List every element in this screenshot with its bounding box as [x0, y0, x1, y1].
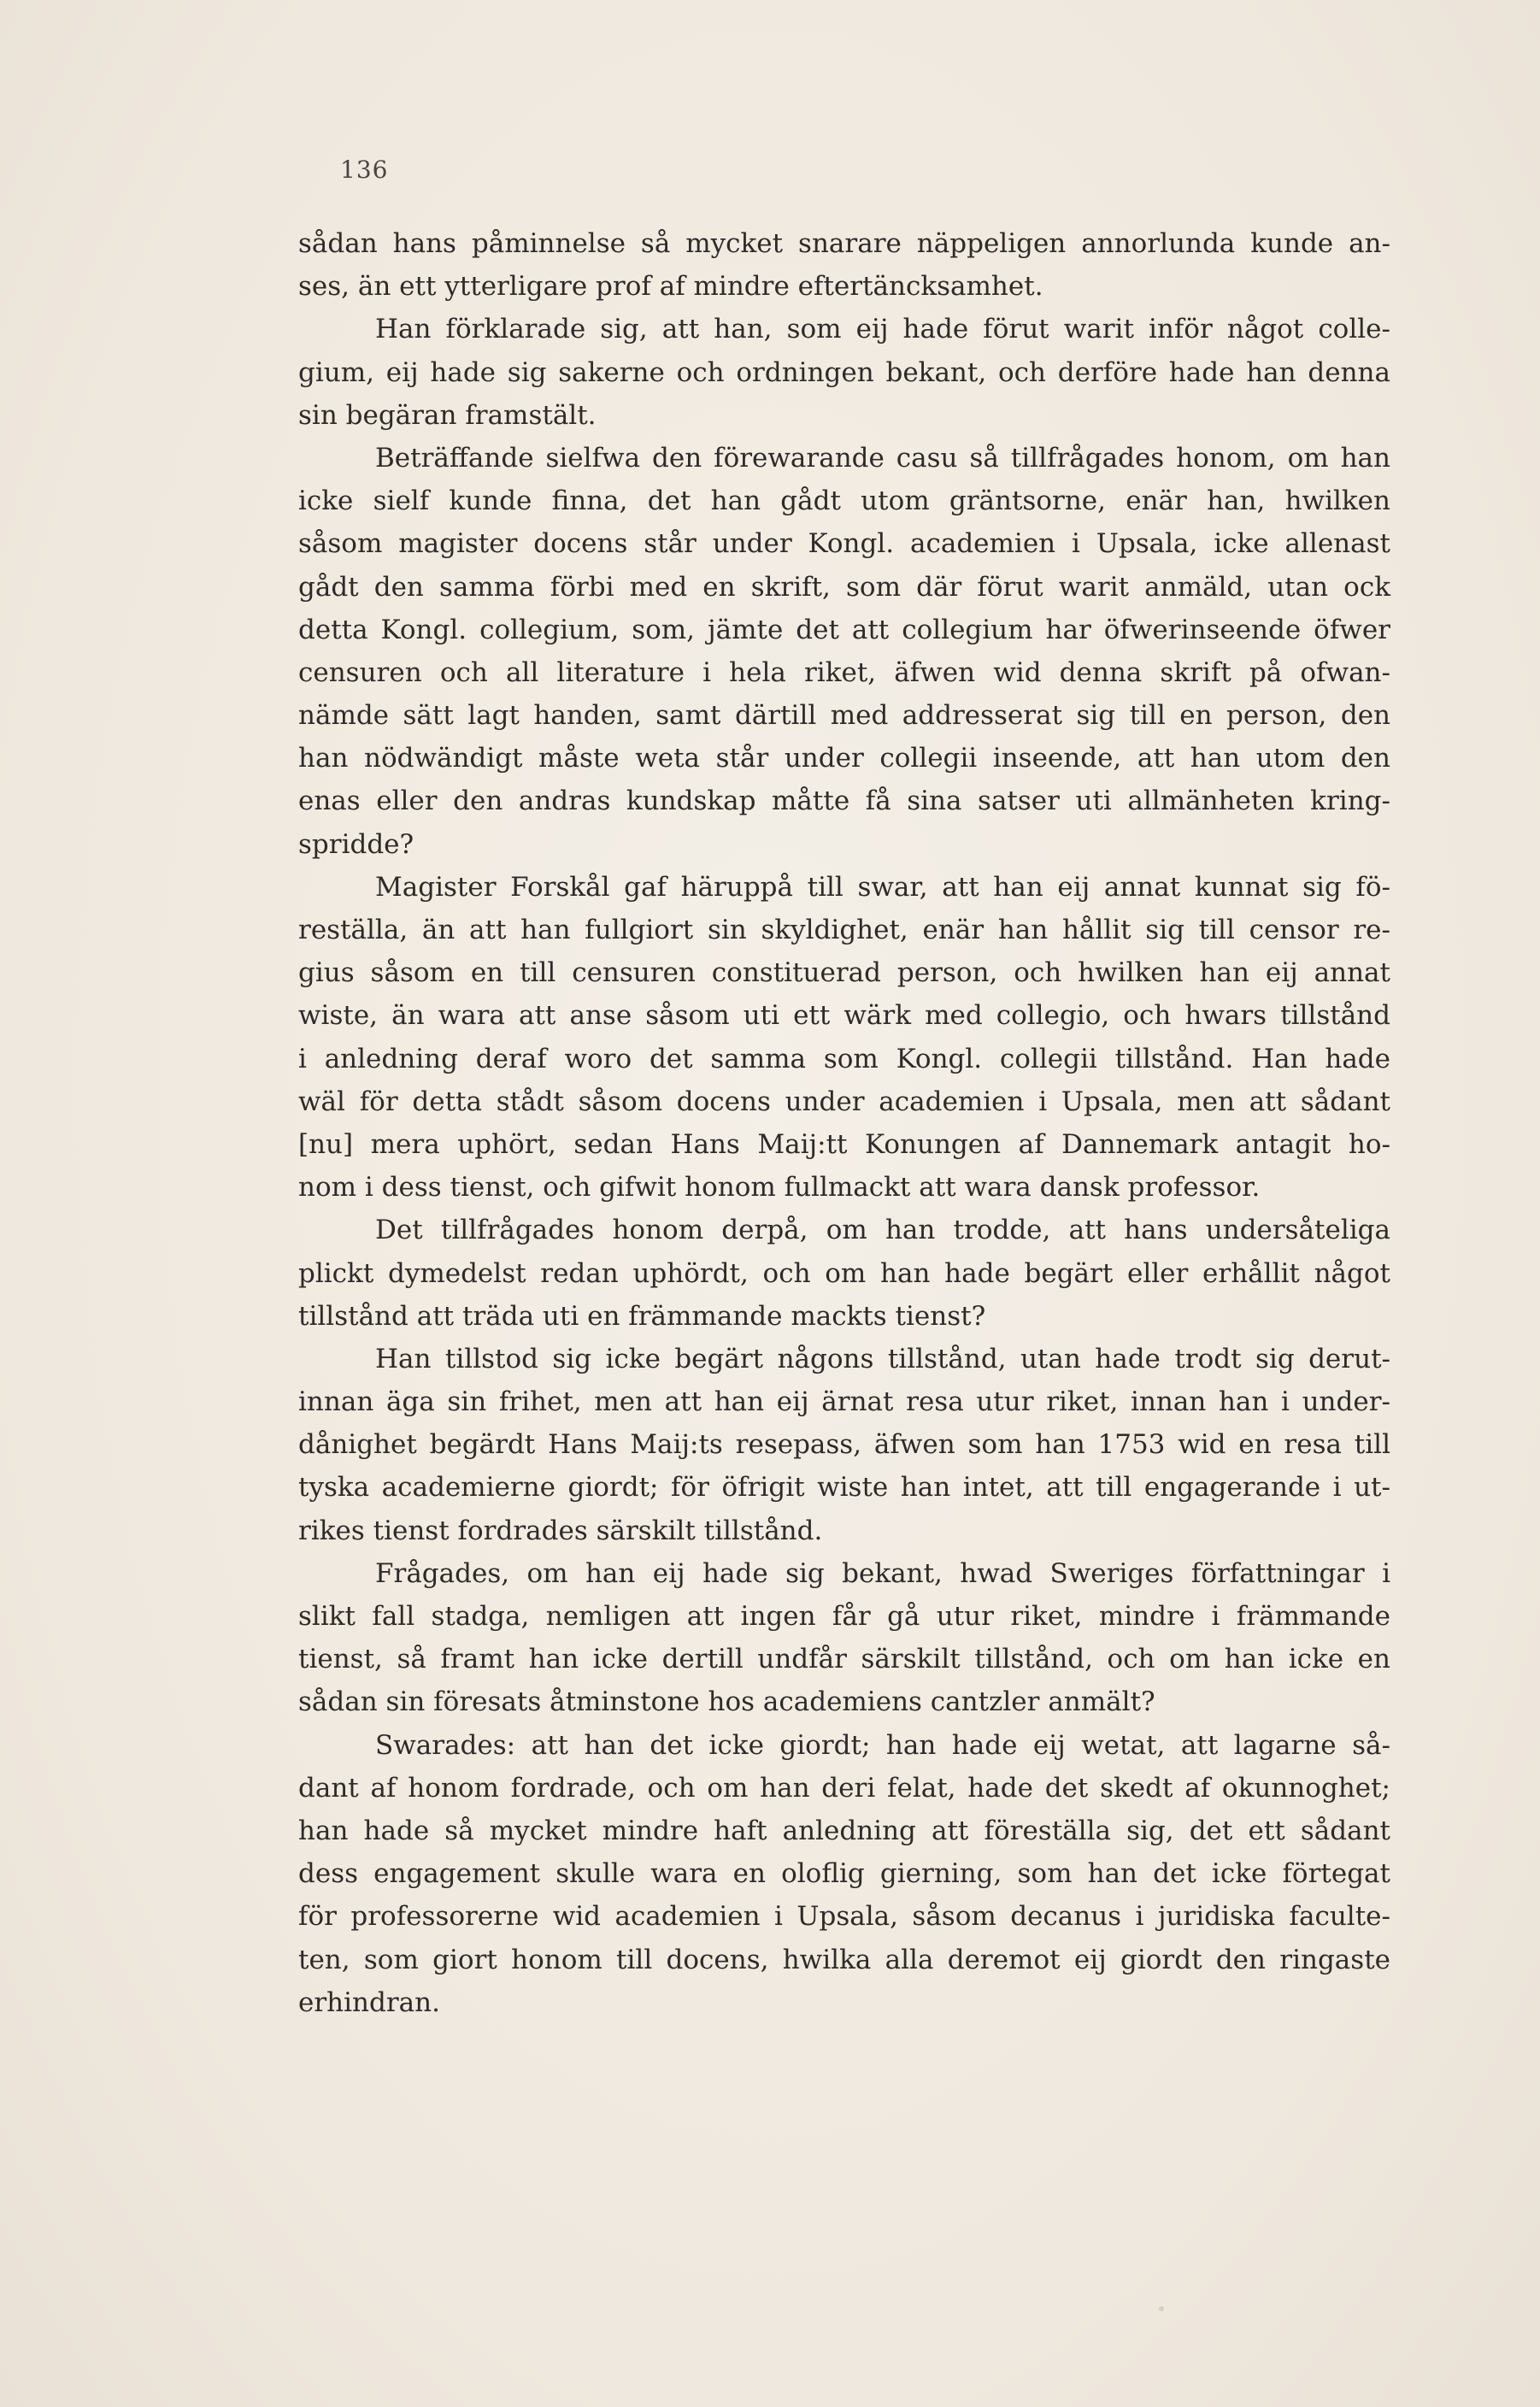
- text-line: dant af honom fordrade, och om han deri felat, hade det skedt af okunnoghet;: [298, 1772, 1390, 1804]
- text-line: censuren och all literature i hela riket, äfwen wid denna skrift på ofwan-: [298, 656, 1390, 688]
- text-line: spridde?: [298, 828, 414, 860]
- text-line: Det tillfrågades honom derpå, om han trodde, att hans undersåteliga: [375, 1215, 1390, 1246]
- text-line: gådt den samma förbi med en skrift, som där förut warit anmäld, utan ock: [298, 571, 1390, 603]
- text-line: erhindran.: [298, 1986, 440, 2018]
- text-line: tyska academierne giordt; för öfrigit wiste han intet, att till engagerande i ut-: [298, 1472, 1390, 1504]
- text-line: [nu] mera uphört, sedan Hans Maij:tt Konungen af Dannemark antagit ho-: [298, 1128, 1390, 1160]
- text-line: icke sielf kunde finna, det han gådt utom gräntsorne, enär han, hwilken: [298, 486, 1390, 517]
- text-line: Swarades: att han det icke giordt; han hade eij wetat, att lagarne så-: [375, 1729, 1390, 1761]
- text-line: slikt fall stadga, nemligen att ingen får gå utur riket, mindre i främmande: [298, 1601, 1390, 1632]
- text-line: enas eller den andras kundskap måtte få sina satser uti allmänheten kring-: [298, 786, 1390, 817]
- text-line: nämde sätt lagt handen, samt därtill med addresserat sig till en person, den: [298, 700, 1390, 732]
- text-line: sådan sin föresats åtminstone hos academiens cantzler anmält?: [298, 1686, 1155, 1718]
- text-line: såsom magister docens står under Kongl. academien i Upsala, icke allenast: [298, 528, 1390, 560]
- text-line: innan äga sin frihet, men att han eij ärnat resa utur riket, innan han i under-: [298, 1386, 1390, 1418]
- text-line: tienst, så framt han icke dertill undfår särskilt tillstånd, och om han icke en: [298, 1644, 1390, 1675]
- text-line: i anledning deraf woro det samma som Kongl. collegii tillstånd. Han hade: [298, 1043, 1390, 1074]
- text-line: dånighet begärdt Hans Maij:ts resepass, äfwen som han 1753 wid en resa till: [298, 1429, 1390, 1461]
- text-line: Magister Forskål gaf häruppå till swar, att han eij annat kunnat sig fö-: [375, 871, 1390, 903]
- body-text: [298, 222, 1390, 2024]
- text-line: gius såsom en till censuren constituerad person, och hwilken han eij annat: [298, 957, 1390, 989]
- text-line: plickt dymedelst redan uphördt, och om han hade begärt eller erhållit något: [298, 1257, 1390, 1289]
- text-line: reställa, än att han fullgiort sin skyldighet, enär han hållit sig till censor re-: [298, 915, 1390, 945]
- paper-speck: [1159, 2306, 1164, 2311]
- text-line: tillstånd att träda uti en främmande mackts tienst?: [298, 1300, 986, 1332]
- text-line: gium, eij hade sig sakerne och ordningen bekant, och derföre hade han denna: [298, 356, 1390, 388]
- text-line: Han tillstod sig icke begärt någons tillstånd, utan hade trodt sig derut-: [375, 1343, 1390, 1374]
- text-line: nom i dess tienst, och gifwit honom fullmackt att wara dansk professor.: [298, 1172, 1261, 1204]
- text-line: sådan hans påminnelse så mycket snarare näppeligen annorlunda kunde an-: [298, 228, 1390, 259]
- text-line: Beträffande sielfwa den förewarande casu så tillfrågades honom, om han: [375, 442, 1390, 474]
- text-line: för professorerne wid academien i Upsala, såsom decanus i juridiska faculte-: [298, 1901, 1390, 1933]
- text-line: dess engagement skulle wara en oloflig gierning, som han det icke förtegat: [298, 1858, 1390, 1890]
- text-line: ten, som giort honom till docens, hwilka alla deremot eij giordt den ringaste: [298, 1944, 1390, 1975]
- text-line: han nödwändigt måste weta står under collegii inseende, att han utom den: [298, 743, 1390, 774]
- text-line: Han förklarade sig, att han, som eij hade förut warit inför något colle-: [375, 314, 1390, 345]
- text-line: Frågades, om han eij hade sig bekant, hwad Sweriges författningar i: [375, 1557, 1390, 1589]
- page-number: 136: [340, 156, 389, 184]
- text-line: detta Kongl. collegium, som, jämte det att collegium har öfwerinseende öfwer: [298, 614, 1390, 645]
- text-line: wiste, än wara att anse såsom uti ett wärk med collegio, och hwars tillstånd: [298, 1000, 1390, 1032]
- text-line: han hade så mycket mindre haft anledning att föreställa sig, det ett sådant: [298, 1815, 1390, 1846]
- text-line: sin begäran framstält.: [298, 399, 597, 431]
- text-line: wäl för detta stådt såsom docens under academien i Upsala, men att sådant: [298, 1086, 1390, 1117]
- text-line: ses, än ett ytterligare prof af mindre eftertäncksamhet.: [298, 271, 1043, 303]
- text-line: rikes tienst fordrades särskilt tillstånd.: [298, 1515, 823, 1546]
